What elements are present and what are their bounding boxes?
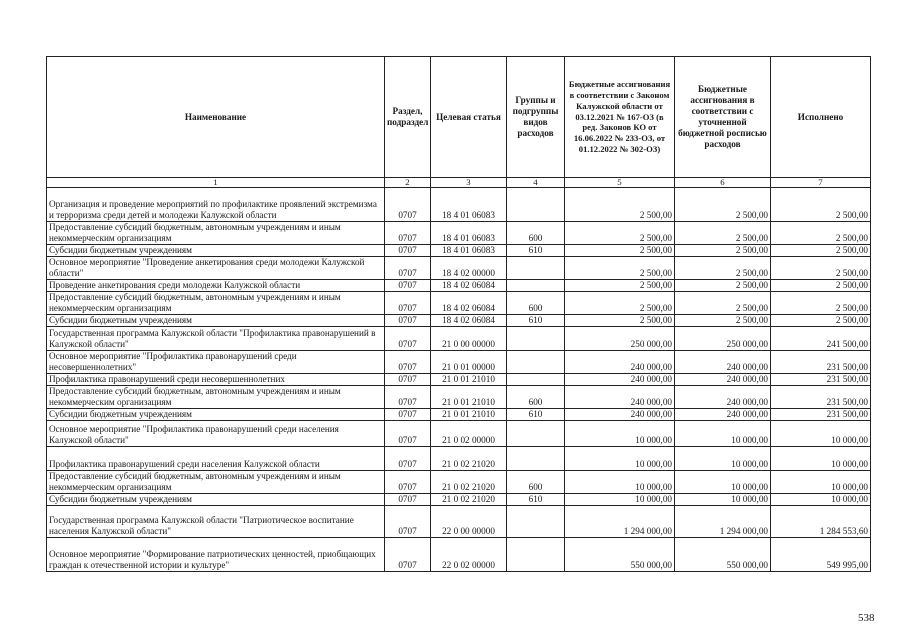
row-group: 610 [507, 315, 565, 327]
row-plan-amount: 1 294 000,00 [675, 506, 771, 538]
row-law-amount: 2 500,00 [565, 292, 675, 315]
table-row [47, 447, 871, 471]
row-section: 0707 [385, 506, 431, 538]
row-plan-amount: 10 000,00 [675, 447, 771, 471]
column-number: 1 [47, 178, 385, 188]
row-name: Субсидии бюджетным учреждениям [47, 245, 385, 257]
row-executed-amount: 2 500,00 [771, 315, 871, 327]
row-law-amount: 2 500,00 [565, 280, 675, 292]
table-row [47, 538, 871, 572]
row-plan-amount: 2 500,00 [675, 315, 771, 327]
row-article: 18 4 01 06083 [431, 222, 507, 245]
row-law-amount: 550 000,00 [565, 538, 675, 572]
row-group: 610 [507, 409, 565, 421]
row-plan-amount: 2 500,00 [675, 280, 771, 292]
row-executed-amount: 2 500,00 [771, 188, 871, 222]
row-article: 22 0 00 00000 [431, 506, 507, 538]
row-group [507, 280, 565, 292]
row-law-amount: 2 500,00 [565, 222, 675, 245]
row-executed-amount: 231 500,00 [771, 386, 871, 409]
row-plan-amount: 2 500,00 [675, 222, 771, 245]
row-name: Предоставление субсидий бюджетным, автономным учреждениям и иным некоммерческим организациям [47, 386, 385, 409]
page-number: 538 [858, 612, 875, 624]
table-row [47, 386, 871, 409]
table-row [47, 327, 871, 351]
row-section: 0707 [385, 257, 431, 280]
row-group [507, 374, 565, 386]
header-article: Целевая статья [431, 57, 507, 178]
header-row [47, 57, 871, 178]
row-group [507, 506, 565, 538]
row-article: 18 4 01 06083 [431, 188, 507, 222]
column-number: 6 [675, 178, 771, 188]
row-executed-amount: 10 000,00 [771, 447, 871, 471]
table-row [47, 506, 871, 538]
row-group [507, 327, 565, 351]
row-name: Субсидии бюджетным учреждениям [47, 315, 385, 327]
row-article: 21 0 02 00000 [431, 421, 507, 447]
row-law-amount: 10 000,00 [565, 447, 675, 471]
row-article: 21 0 02 21020 [431, 447, 507, 471]
row-section: 0707 [385, 471, 431, 494]
row-group: 600 [507, 386, 565, 409]
row-name: Основное мероприятие "Профилактика правонарушений среди несовершеннолетних" [47, 351, 385, 374]
row-group [507, 351, 565, 374]
row-law-amount: 240 000,00 [565, 351, 675, 374]
table-row [47, 245, 871, 257]
row-executed-amount: 1 284 553,60 [771, 506, 871, 538]
row-plan-amount: 240 000,00 [675, 374, 771, 386]
table-row [47, 494, 871, 506]
row-group: 610 [507, 245, 565, 257]
row-name: Предоставление субсидий бюджетным, автономным учреждениям и иным некоммерческим организациям [47, 222, 385, 245]
table-row [47, 315, 871, 327]
row-group: 600 [507, 471, 565, 494]
row-plan-amount: 550 000,00 [675, 538, 771, 572]
row-group [507, 257, 565, 280]
table-row [47, 222, 871, 245]
row-plan-amount: 250 000,00 [675, 327, 771, 351]
row-law-amount: 1 294 000,00 [565, 506, 675, 538]
row-group [507, 188, 565, 222]
row-executed-amount: 2 500,00 [771, 245, 871, 257]
row-law-amount: 2 500,00 [565, 245, 675, 257]
row-executed-amount: 231 500,00 [771, 374, 871, 386]
row-law-amount: 240 000,00 [565, 374, 675, 386]
table-row [47, 188, 871, 222]
header-section: Раздел, подраздел [385, 57, 431, 178]
row-name: Проведение анкетирования среди молодежи Калужской области [47, 280, 385, 292]
row-article: 21 0 01 21010 [431, 386, 507, 409]
row-executed-amount: 10 000,00 [771, 421, 871, 447]
row-plan-amount: 2 500,00 [675, 245, 771, 257]
row-plan-amount: 2 500,00 [675, 188, 771, 222]
row-law-amount: 10 000,00 [565, 471, 675, 494]
row-law-amount: 10 000,00 [565, 494, 675, 506]
row-executed-amount: 549 995,00 [771, 538, 871, 572]
row-section: 0707 [385, 538, 431, 572]
row-article: 18 4 02 00000 [431, 257, 507, 280]
row-executed-amount: 231 500,00 [771, 351, 871, 374]
column-number: 2 [385, 178, 431, 188]
row-group: 600 [507, 222, 565, 245]
row-article: 21 0 00 00000 [431, 327, 507, 351]
row-article: 18 4 02 06084 [431, 315, 507, 327]
row-law-amount: 250 000,00 [565, 327, 675, 351]
row-group: 610 [507, 494, 565, 506]
table-row [47, 292, 871, 315]
row-executed-amount: 2 500,00 [771, 280, 871, 292]
row-article: 21 0 01 00000 [431, 351, 507, 374]
row-group: 600 [507, 292, 565, 315]
row-section: 0707 [385, 245, 431, 257]
row-plan-amount: 2 500,00 [675, 257, 771, 280]
table-row [47, 421, 871, 447]
row-name: Профилактика правонарушений среди населения Калужской области [47, 447, 385, 471]
header-executed: Исполнено [771, 57, 871, 178]
table-row [47, 374, 871, 386]
row-section: 0707 [385, 292, 431, 315]
row-law-amount: 240 000,00 [565, 386, 675, 409]
row-law-amount: 240 000,00 [565, 409, 675, 421]
row-plan-amount: 240 000,00 [675, 351, 771, 374]
row-plan-amount: 240 000,00 [675, 386, 771, 409]
table-row [47, 471, 871, 494]
row-plan-amount: 10 000,00 [675, 471, 771, 494]
row-name: Субсидии бюджетным учреждениям [47, 494, 385, 506]
header-name: Наименование [47, 57, 385, 178]
row-name: Профилактика правонарушений среди несовершеннолетних [47, 374, 385, 386]
row-article: 18 4 02 06084 [431, 292, 507, 315]
row-name: Субсидии бюджетным учреждениям [47, 409, 385, 421]
row-article: 21 0 01 21010 [431, 409, 507, 421]
row-law-amount: 2 500,00 [565, 257, 675, 280]
column-number: 5 [565, 178, 675, 188]
row-section: 0707 [385, 374, 431, 386]
column-number: 7 [771, 178, 871, 188]
row-group [507, 421, 565, 447]
table-row [47, 351, 871, 374]
row-name: Государственная программа Калужской области "Патриотическое воспитание населения Калужской области" [47, 506, 385, 538]
table-body [47, 188, 871, 572]
row-article: 21 0 02 21020 [431, 471, 507, 494]
row-section: 0707 [385, 280, 431, 292]
row-section: 0707 [385, 188, 431, 222]
row-name: Основное мероприятие "Проведение анкетирования среди молодежи Калужской области" [47, 257, 385, 280]
row-section: 0707 [385, 386, 431, 409]
row-executed-amount: 2 500,00 [771, 257, 871, 280]
row-article: 21 0 02 21020 [431, 494, 507, 506]
row-executed-amount: 231 500,00 [771, 409, 871, 421]
row-plan-amount: 2 500,00 [675, 292, 771, 315]
table-row [47, 257, 871, 280]
row-executed-amount: 10 000,00 [771, 494, 871, 506]
row-name: Предоставление субсидий бюджетным, автономным учреждениям и иным некоммерческим организациям [47, 471, 385, 494]
row-executed-amount: 10 000,00 [771, 471, 871, 494]
column-number: 4 [507, 178, 565, 188]
row-law-amount: 2 500,00 [565, 188, 675, 222]
row-section: 0707 [385, 494, 431, 506]
row-law-amount: 2 500,00 [565, 315, 675, 327]
row-executed-amount: 241 500,00 [771, 327, 871, 351]
row-article: 22 0 02 00000 [431, 538, 507, 572]
budget-table [46, 56, 871, 572]
row-section: 0707 [385, 222, 431, 245]
row-name: Государственная программа Калужской области "Профилактика правонарушений в Калужской области" [47, 327, 385, 351]
header-plan-allocations: Бюджетные ассигнования в соответствии с уточненной бюджетной росписью расходов [675, 57, 771, 178]
row-plan-amount: 10 000,00 [675, 421, 771, 447]
row-section: 0707 [385, 327, 431, 351]
row-name: Организация и проведение мероприятий по профилактике проявлений экстремизма и терроризма среди детей и молодежи Калужской области [47, 188, 385, 222]
row-group [507, 447, 565, 471]
header-law-allocations: Бюджетные ассигнования в соответствии с Законом Калужской области от 03.12.2021 № 167-ОЗ (в ред. Законов КО от 16.06.2022 № 233-ОЗ, от 01.12.2022 № 302-ОЗ) [565, 57, 675, 178]
row-plan-amount: 240 000,00 [675, 409, 771, 421]
header-group: Группы и подгруппы видов расходов [507, 57, 565, 178]
row-section: 0707 [385, 447, 431, 471]
row-section: 0707 [385, 315, 431, 327]
row-plan-amount: 10 000,00 [675, 494, 771, 506]
row-section: 0707 [385, 421, 431, 447]
table-row [47, 280, 871, 292]
row-executed-amount: 2 500,00 [771, 292, 871, 315]
row-article: 18 4 02 06084 [431, 280, 507, 292]
table-row [47, 409, 871, 421]
row-name: Предоставление субсидий бюджетным, автономным учреждениям и иным некоммерческим организациям [47, 292, 385, 315]
row-section: 0707 [385, 351, 431, 374]
row-section: 0707 [385, 409, 431, 421]
row-article: 21 0 01 21010 [431, 374, 507, 386]
row-name: Основное мероприятие "Профилактика правонарушений среди населения Калужской области" [47, 421, 385, 447]
column-number: 3 [431, 178, 507, 188]
column-number-row [47, 178, 871, 188]
row-article: 18 4 01 06083 [431, 245, 507, 257]
row-group [507, 538, 565, 572]
row-executed-amount: 2 500,00 [771, 222, 871, 245]
row-name: Основное мероприятие "Формирование патриотических ценностей, приобщающих граждан к отечественной истории и культуре" [47, 538, 385, 572]
row-law-amount: 10 000,00 [565, 421, 675, 447]
